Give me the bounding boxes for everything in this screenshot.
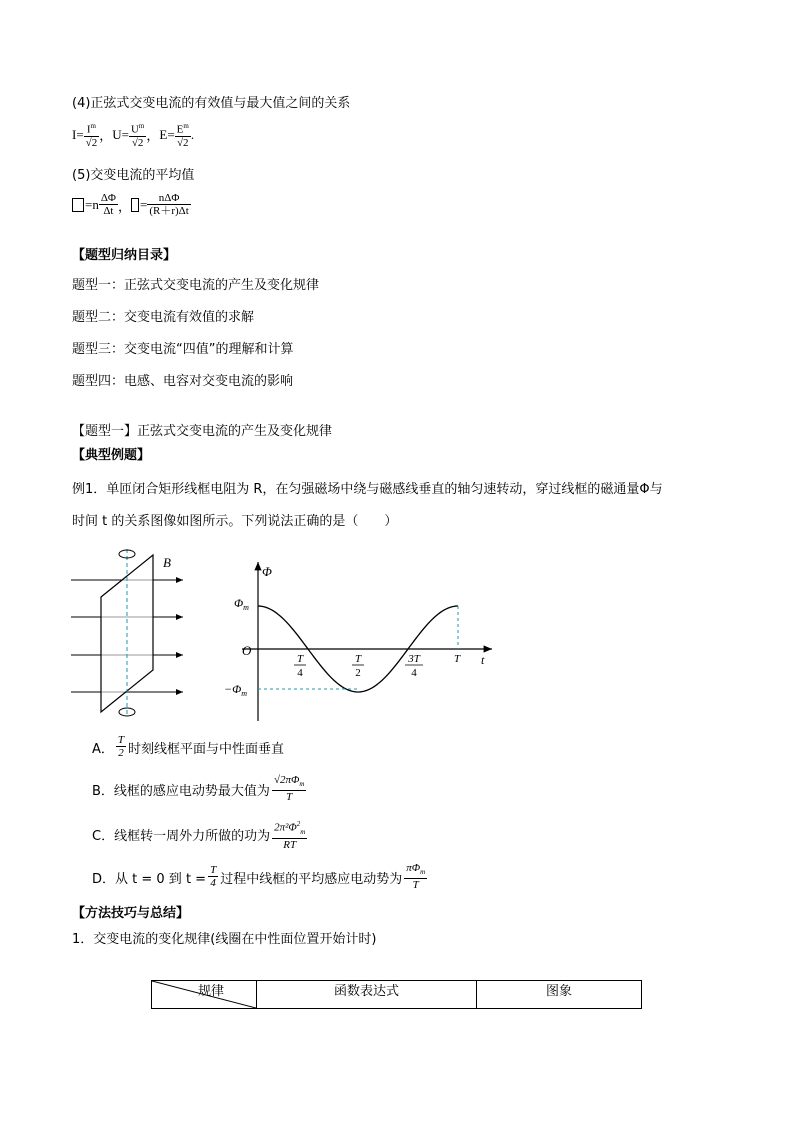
catalog-item-2: 题型二：交变电流有效值的求解 bbox=[72, 310, 255, 325]
question-line-2: 时间 t 的关系图像如图所示。下列说法正确的是（ ） bbox=[72, 514, 398, 529]
section5-heading: (5)交变电流的平均值 bbox=[72, 168, 195, 183]
neg-phi-max-label: $-\Phi_m$ bbox=[224, 682, 248, 698]
field-label: B bbox=[163, 555, 171, 570]
avg-i-fraction: $\frac{\text{nΔΦ}}{(R+r)\Delta t}$ bbox=[149, 192, 189, 217]
rms-formula: I= $\frac{I^m}{√2}$ ， U= $\frac{U^m}{√2}$ ， E= $\frac{E^m}{√2}$ . bbox=[72, 122, 195, 149]
tick-half-den: 2 bbox=[355, 667, 361, 679]
option-d[interactable]: D． 从 t = 0 到 t = $\frac{T}{4}$ 过程中线框的平均感应电动势为 $\frac{\pi\Phi_m}{T}$ bbox=[92, 862, 426, 892]
i-lhs: I= bbox=[72, 126, 84, 142]
table-header-cell: 函数表达式 bbox=[257, 981, 477, 1008]
tick-quarter-num: T bbox=[296, 653, 304, 665]
coil-diagram bbox=[65, 545, 195, 720]
u-lhs: U= bbox=[112, 126, 129, 142]
catalog-item-3: 题型三：交变电流“四值”的理解和计算 bbox=[72, 342, 294, 357]
variation-table bbox=[151, 980, 642, 1009]
i-fraction: $\frac{I^m}{√2}$ bbox=[85, 122, 98, 149]
y-axis-label: Φ bbox=[262, 564, 272, 579]
option-c[interactable]: C． 线框转一周外力所做的功为 $\frac{2\pi^2\Phi^2_m}{RT}$ bbox=[92, 820, 306, 851]
e-bar-symbol-icon bbox=[72, 198, 84, 212]
x-axis-label: t bbox=[481, 653, 485, 667]
tick-quarter-den: 4 bbox=[297, 667, 303, 679]
origin-label: O bbox=[242, 643, 252, 658]
section4-heading: (4)正弦式交变电流的有效值与最大值之间的关系 bbox=[72, 96, 351, 111]
i-bar-symbol-icon bbox=[131, 198, 139, 212]
e-fraction: $\frac{E^m}{√2}$ bbox=[176, 122, 189, 149]
question-line-1: 例1．单匝闭合矩形线框电阻为 R，在匀强磁场中绕与磁感线垂直的轴匀速转动，穿过线框的磁通量Φ与 bbox=[72, 482, 663, 497]
example-heading: 【典型例题】 bbox=[72, 448, 151, 463]
catalog-item-1: 题型一：正弦式交变电流的产生及变化规律 bbox=[72, 278, 320, 293]
u-fraction: $\frac{U^m}{√2}$ bbox=[130, 122, 145, 149]
method-item-1: 1．交变电流的变化规律(线圈在中性面位置开始计时) bbox=[72, 932, 377, 947]
tick-three-quarter-den: 4 bbox=[411, 667, 417, 679]
catalog-item-4: 题型四：电感、电容对交变电流的影响 bbox=[72, 374, 294, 389]
option-a[interactable]: A． $\frac{T}{2}$ 时刻线框平面与中性面垂直 bbox=[92, 734, 285, 759]
avg-e-fraction: $\frac{\Delta\Phi}{\Delta t}$ bbox=[100, 192, 116, 217]
e-lhs: E= bbox=[159, 126, 175, 142]
option-b[interactable]: B． 线框的感应电动势最大值为 $\frac{√2\pi\Phi_m}{T}$ bbox=[92, 774, 305, 804]
table-header-cell: 规律 bbox=[152, 981, 257, 1008]
table-header-cell: 图象 bbox=[545, 984, 572, 999]
type1-title: 【题型一】正弦式交变电流的产生及变化规律 bbox=[72, 424, 333, 439]
tick-half-num: T bbox=[354, 653, 362, 665]
method-title: 【方法技巧与总结】 bbox=[72, 906, 190, 921]
phi-max-label: $\Phi_m$ bbox=[234, 596, 249, 612]
tick-period: T bbox=[453, 653, 461, 665]
flux-time-graph bbox=[222, 556, 504, 724]
average-formula: =n $\frac{\Delta\Phi}{\Delta t}$ ， = $\frac{\text{nΔΦ}}{(R+r)\Delta t}$ bbox=[72, 192, 191, 218]
catalog-title: 【题型归纳目录】 bbox=[72, 248, 177, 263]
tick-three-quarter-num: 3T bbox=[408, 653, 420, 665]
